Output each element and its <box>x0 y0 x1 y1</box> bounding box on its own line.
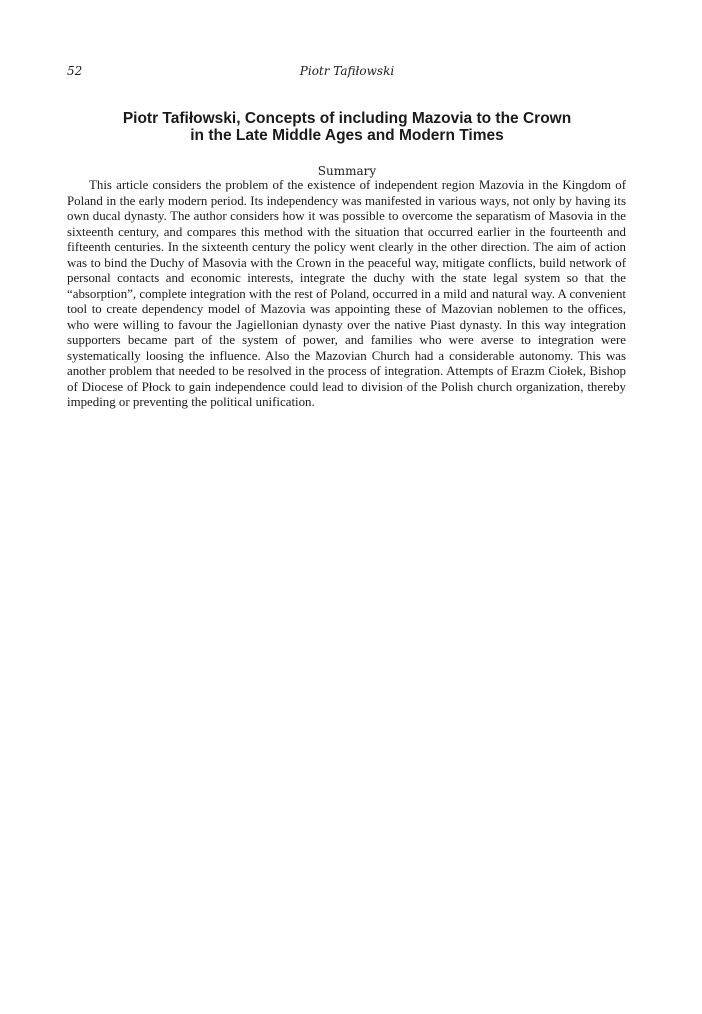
article-title-line-2: in the Late Middle Ages and Modern Times <box>190 127 504 144</box>
running-author: Piotr Tafiłowski <box>299 64 395 78</box>
summary-paragraph: This article considers the problem of the existence of independent region Mazovia in the Kingdom of Poland in the early modern period. Its independency was manifested in various ways, not only by having its own ducal dynasty. The author considers how it was possible to overcome the separatism of Masovia in the sixteenth century, and compares this method with the situation that occurred earlier in the fourteenth and fifteenth centuries. In the sixteenth century the policy went clearly in the other direction. The aim of action was to bind the Duchy of Masovia with the Crown in the peaceful way, mitigate conflicts, build network of personal contacts and economic interests, integrate the duchy with the state legal system so that the “absorption”, complete integration with the rest of Poland, occurred in a mild and natural way. A convenient tool to create dependency model of Mazovia was appointing these of Mazovian noblemen to the offices, who were willing to favour the Jagiellonian dynasty over the native Piast dynasty. In this way integration supporters became part of the system of power, and families who were averse to integration were systematically loosing the influence. Also the Mazovian Church had a considerable autonomy. This was another problem that needed to be resolved in the process of integration. Attempts of Erazm Ciołek, Bishop of Diocese of Płock to gain independence could lead to division of the Polish church organization, thereby impeding or preventing the political unification. <box>67 178 626 409</box>
running-head <box>67 63 627 79</box>
article-title-line-1: Piotr Tafiłowski, Concepts of including Mazovia to the Crown <box>122 110 572 127</box>
article-title <box>67 110 627 144</box>
page-number: 52 <box>67 64 83 78</box>
summary-heading: Summary <box>317 164 377 178</box>
